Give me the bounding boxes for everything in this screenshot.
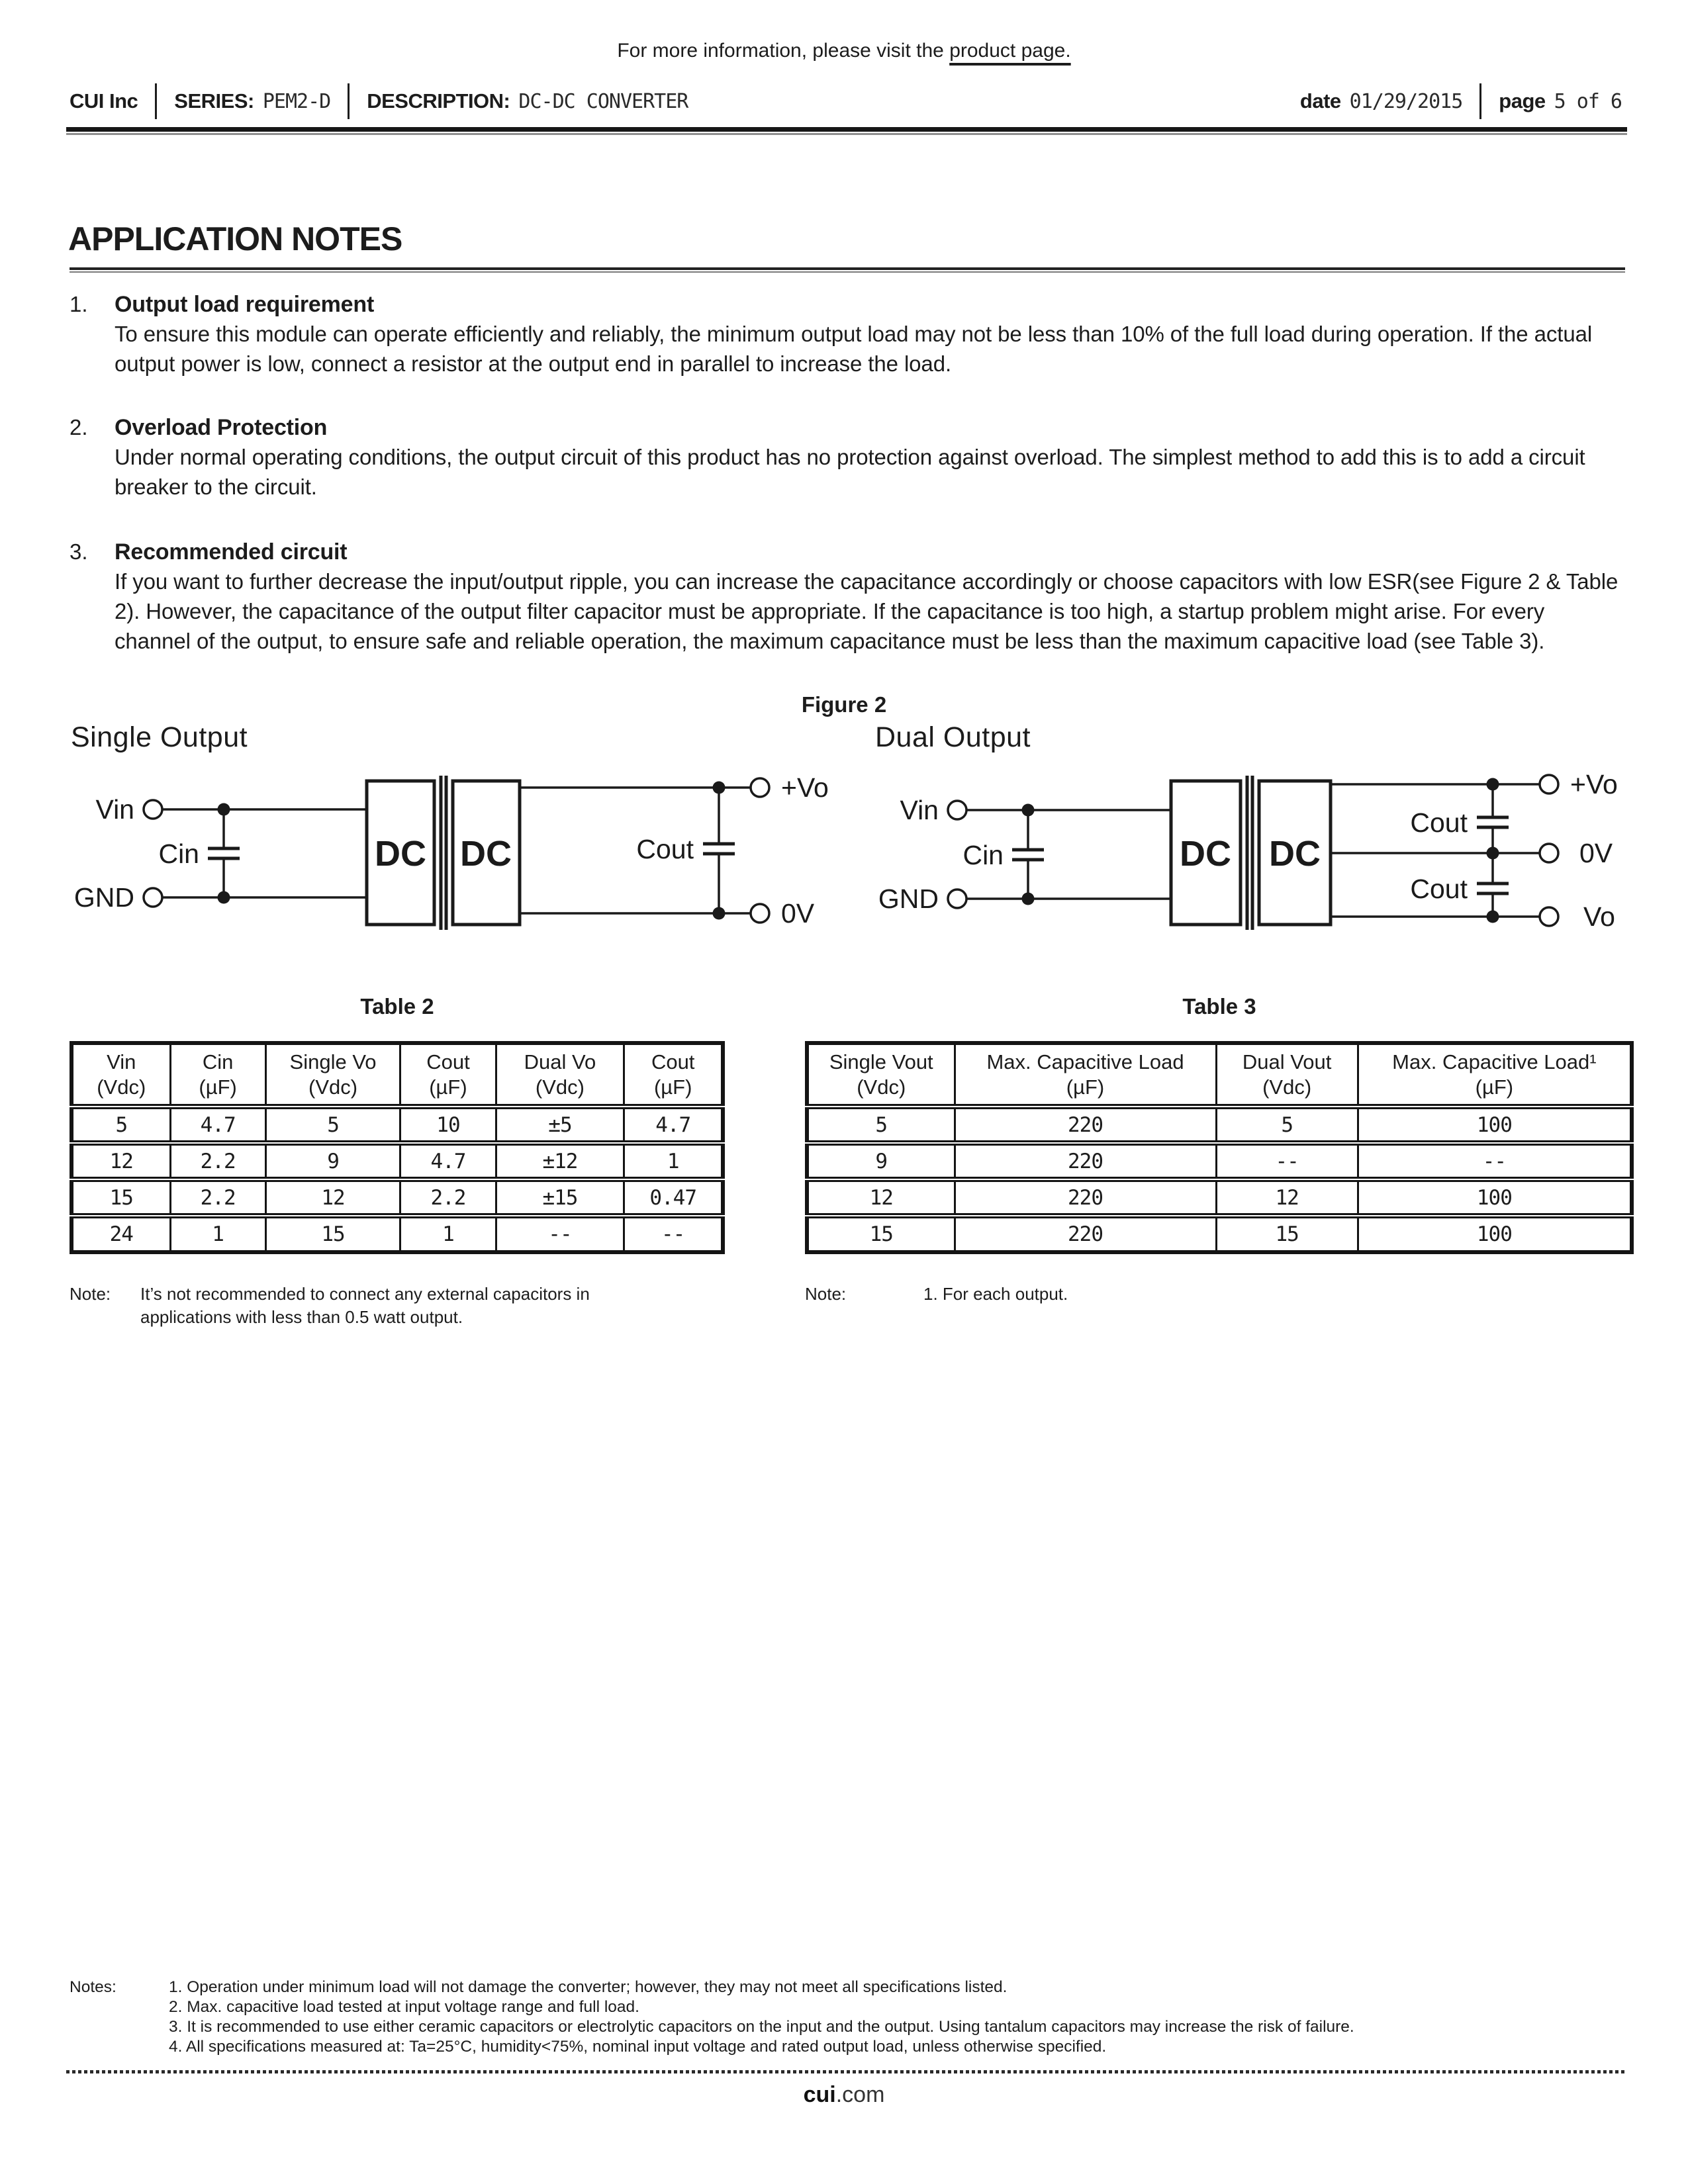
table-row (71, 1107, 723, 1143)
single-output-circuit-diagram (70, 711, 864, 943)
table-cell: -- (624, 1216, 723, 1252)
section-body: To ensure this module can operate efficiently and reliably, the minimum output load may not be less than 10% of the full load during operation. If the actual output power is low, connect a resistor at the output end in parallel to increase the load. (115, 322, 1593, 376)
table2 (70, 1041, 725, 1254)
zero-out-terminal-icon (751, 904, 769, 923)
vin-label: Vin (900, 795, 939, 825)
single-output-title: Single Output (71, 721, 248, 753)
section-heading-row (70, 537, 1622, 567)
section-number: 2. (70, 415, 88, 439)
table-cell: 9 (265, 1143, 400, 1179)
table-cell: -- (1358, 1143, 1632, 1179)
section-body: If you want to further decrease the input/output ripple, you can increase the capacitance accordingly or choose capacitors with low ESR(see Figure 2 & Table 2). However, the capacitance of the output filter capacitor must be appropriate. If the capacitance is too high, a startup problem might arise. For every channel of the output, to ensure safe and reliable operation, the maximum capacitance must be less than the maximum capacitive load (see Table 3). (115, 569, 1618, 653)
vin-terminal-icon (144, 800, 162, 819)
table-cell: 100 (1358, 1107, 1632, 1143)
table-row (71, 1143, 723, 1179)
header-rule (66, 127, 1627, 135)
table3-title: Table 3 (1182, 994, 1256, 1019)
table3-note (805, 1283, 1068, 1306)
table-cell: 0.47 (624, 1179, 723, 1216)
header-name: Dual Vo (524, 1050, 596, 1073)
junction-dot (1487, 778, 1499, 791)
table-cell: -- (496, 1216, 624, 1252)
header-unit: (µF) (1066, 1075, 1105, 1099)
dual-output-title: Dual Output (875, 721, 1031, 753)
header-unit: (µF) (653, 1075, 692, 1099)
table-cell: 4.7 (170, 1107, 265, 1143)
header-unit: (Vdc) (857, 1075, 906, 1099)
cout1-label: Cout (1410, 807, 1468, 838)
table-cell: 5 (71, 1107, 170, 1143)
table-cell: 15 (807, 1216, 955, 1252)
table-row (807, 1143, 1632, 1179)
section-body: Under normal operating conditions, the output circuit of this product has no protection against overload. The simplest method to add this is to add a circuit breaker to the circuit. (115, 445, 1585, 499)
table-cell: 220 (955, 1179, 1216, 1216)
table-cell: ±15 (496, 1179, 624, 1216)
table-cell: 4.7 (400, 1143, 496, 1179)
footnotes (70, 1978, 1625, 2057)
column-header (1358, 1043, 1632, 1107)
top-note (0, 40, 1688, 62)
junction-dot (218, 891, 230, 904)
header-unit: (µF) (199, 1075, 237, 1099)
gnd-terminal-icon (144, 888, 162, 907)
table-cell: 9 (807, 1143, 955, 1179)
header-name: Vin (107, 1050, 136, 1073)
header-name: Single Vout (829, 1050, 933, 1073)
header-name: Cout (651, 1050, 695, 1073)
cout-label: Cout (636, 834, 694, 864)
table-cell: ±12 (496, 1143, 624, 1179)
section-title: Recommended circuit (115, 539, 348, 565)
table-cell: 2.2 (400, 1179, 496, 1216)
footnotes-list (169, 1978, 1354, 2057)
section-title: Output load requirement (115, 292, 375, 317)
table-row (807, 1107, 1632, 1143)
table-cell: 220 (955, 1107, 1216, 1143)
column-header (807, 1043, 955, 1107)
header-bar (70, 83, 1622, 119)
dc-label: DC (460, 834, 512, 874)
footnotes-label: Notes: (70, 1978, 117, 1996)
header-unit: (µF) (429, 1075, 467, 1099)
note-text: 1. For each output. (923, 1284, 1068, 1304)
dc-label: DC (1180, 834, 1231, 874)
table-cell: 5 (1216, 1107, 1358, 1143)
table2-note (70, 1283, 590, 1329)
header-name: Max. Capacitive Load¹ (1392, 1050, 1597, 1073)
table2-title: Table 2 (360, 994, 434, 1019)
date-value: 01/29/2015 (1349, 89, 1463, 113)
dc-label: DC (1269, 834, 1321, 874)
table-cell: -- (1216, 1143, 1358, 1179)
column-header (265, 1043, 400, 1107)
header-unit: (Vdc) (535, 1075, 585, 1099)
section-number: 1. (70, 292, 88, 316)
table-cell: 12 (71, 1143, 170, 1179)
table-cell: 100 (1358, 1216, 1632, 1252)
table-cell: 100 (1358, 1179, 1632, 1216)
junction-dot (1022, 893, 1035, 905)
table-cell: 1 (170, 1216, 265, 1252)
note-line: applications with less than 0.5 watt output. (140, 1307, 463, 1327)
junction-dot (713, 782, 726, 794)
header-name: Max. Capacitive Load (986, 1050, 1184, 1073)
note-label: Note: (70, 1284, 111, 1304)
header-unit: (Vdc) (97, 1075, 146, 1099)
note-text (140, 1283, 590, 1329)
header-divider (348, 83, 350, 119)
gnd-label: GND (878, 884, 939, 914)
table-row (71, 1216, 723, 1252)
table-cell: ±5 (496, 1107, 624, 1143)
column-header (400, 1043, 496, 1107)
vin-terminal-icon (948, 801, 966, 819)
pos-out-label: +Vo (781, 772, 829, 803)
zero-out-terminal-icon (1540, 844, 1558, 862)
table-cell: 1 (624, 1143, 723, 1179)
note-label: Note: (805, 1284, 847, 1304)
cin-label: Cin (158, 839, 199, 869)
header-name: Single Vo (289, 1050, 377, 1073)
page-label: page (1499, 89, 1546, 113)
column-header (71, 1043, 170, 1107)
header-left (70, 83, 688, 119)
description-label: DESCRIPTION: (367, 89, 510, 113)
zero-out-label: 0V (1579, 838, 1613, 868)
figure-caption: Figure 2 (801, 692, 887, 717)
table-cell: 10 (400, 1107, 496, 1143)
section-number: 3. (70, 539, 88, 564)
header-name: Cin (202, 1050, 234, 1073)
neg-out-label: Vo (1583, 901, 1615, 932)
column-header (955, 1043, 1216, 1107)
table-cell: 15 (1216, 1216, 1358, 1252)
header-unit: (µF) (1475, 1075, 1514, 1099)
junction-dot (218, 803, 230, 816)
junction-dot (1487, 847, 1499, 860)
dual-output-circuit-diagram (861, 711, 1655, 943)
header-unit: (Vdc) (308, 1075, 358, 1099)
table-cell: 2.2 (170, 1143, 265, 1179)
series-value: PEM2-D (262, 89, 331, 113)
table-cell: 220 (955, 1143, 1216, 1179)
table-cell: 220 (955, 1216, 1216, 1252)
section-overload-protection (70, 413, 1622, 502)
header-name: Cout (426, 1050, 470, 1073)
page-value: 5 of 6 (1554, 89, 1622, 113)
product-page-link[interactable]: product page. (949, 40, 1071, 62)
table-cell: 4.7 (624, 1107, 723, 1143)
table-row (807, 1216, 1632, 1252)
table-cell: 5 (265, 1107, 400, 1143)
header-right (1300, 83, 1622, 119)
table-cell: 5 (807, 1107, 955, 1143)
top-note-text: For more information, please visit the (617, 40, 950, 62)
header-divider (1479, 83, 1481, 119)
footnote-item: 3. It is recommended to use either ceramic capacitors or electrolytic capacitors on the input and the output. Using tantalum capacitors may increase the risk of failure. (169, 2018, 1354, 2036)
section-output-load (70, 290, 1622, 379)
table-cell: 12 (1216, 1179, 1358, 1216)
footer-dotted-rule (66, 2070, 1627, 2073)
gnd-label: GND (73, 882, 134, 913)
footnote-item: 2. Max. capacitive load tested at input voltage range and full load. (169, 1998, 639, 2016)
table-cell: 24 (71, 1216, 170, 1252)
table-cell: 15 (71, 1179, 170, 1216)
table-header-row (71, 1043, 723, 1107)
junction-dot (1487, 911, 1499, 923)
junction-dot (713, 907, 726, 920)
table-cell: 2.2 (170, 1179, 265, 1216)
header-divider (155, 83, 157, 119)
footer-domain: .com (835, 2082, 885, 2107)
section-heading-row (70, 290, 1622, 319)
header-name: Dual Vout (1242, 1050, 1332, 1073)
column-header (1216, 1043, 1358, 1107)
description-value: DC-DC CONVERTER (518, 89, 688, 113)
note-line: It’s not recommended to connect any external capacitors in (140, 1284, 590, 1304)
table-cell: 12 (265, 1179, 400, 1216)
junction-dot (1022, 804, 1035, 817)
title-rule (70, 267, 1625, 273)
page-title: APPLICATION NOTES (68, 220, 402, 257)
column-header (170, 1043, 265, 1107)
section-heading-row (70, 413, 1622, 442)
neg-out-terminal-icon (1540, 907, 1558, 926)
column-header (496, 1043, 624, 1107)
company-name: CUI Inc (70, 89, 138, 113)
table-cell: 15 (265, 1216, 400, 1252)
section-title: Overload Protection (115, 415, 328, 440)
table-row (807, 1179, 1632, 1216)
table-row (71, 1179, 723, 1216)
cout2-label: Cout (1410, 874, 1468, 904)
series-label: SERIES: (174, 89, 254, 113)
table-header-row (807, 1043, 1632, 1107)
gnd-terminal-icon (948, 889, 966, 908)
footnote-item: 1. Operation under minimum load will not damage the converter; however, they may not meet all specifications listed. (169, 1978, 1008, 1996)
vin-label: Vin (95, 794, 134, 825)
table-cell: 12 (807, 1179, 955, 1216)
table3 (805, 1041, 1634, 1254)
zero-out-label: 0V (781, 898, 815, 929)
header-unit: (Vdc) (1262, 1075, 1312, 1099)
pos-out-terminal-icon (1540, 775, 1558, 794)
pos-out-label: +Vo (1570, 769, 1618, 799)
section-recommended-circuit (70, 537, 1622, 656)
dc-label: DC (375, 834, 426, 874)
footer (0, 2082, 1688, 2108)
cin-label: Cin (962, 840, 1004, 870)
footer-brand: cui (803, 2082, 836, 2107)
pos-out-terminal-icon (751, 778, 769, 797)
footnote-item: 4. All specifications measured at: Ta=25°C, humidity<75%, nominal input voltage and rated output load, unless otherwise specified. (169, 2038, 1107, 2056)
column-header (624, 1043, 723, 1107)
table-cell: 1 (400, 1216, 496, 1252)
date-label: date (1299, 89, 1341, 113)
